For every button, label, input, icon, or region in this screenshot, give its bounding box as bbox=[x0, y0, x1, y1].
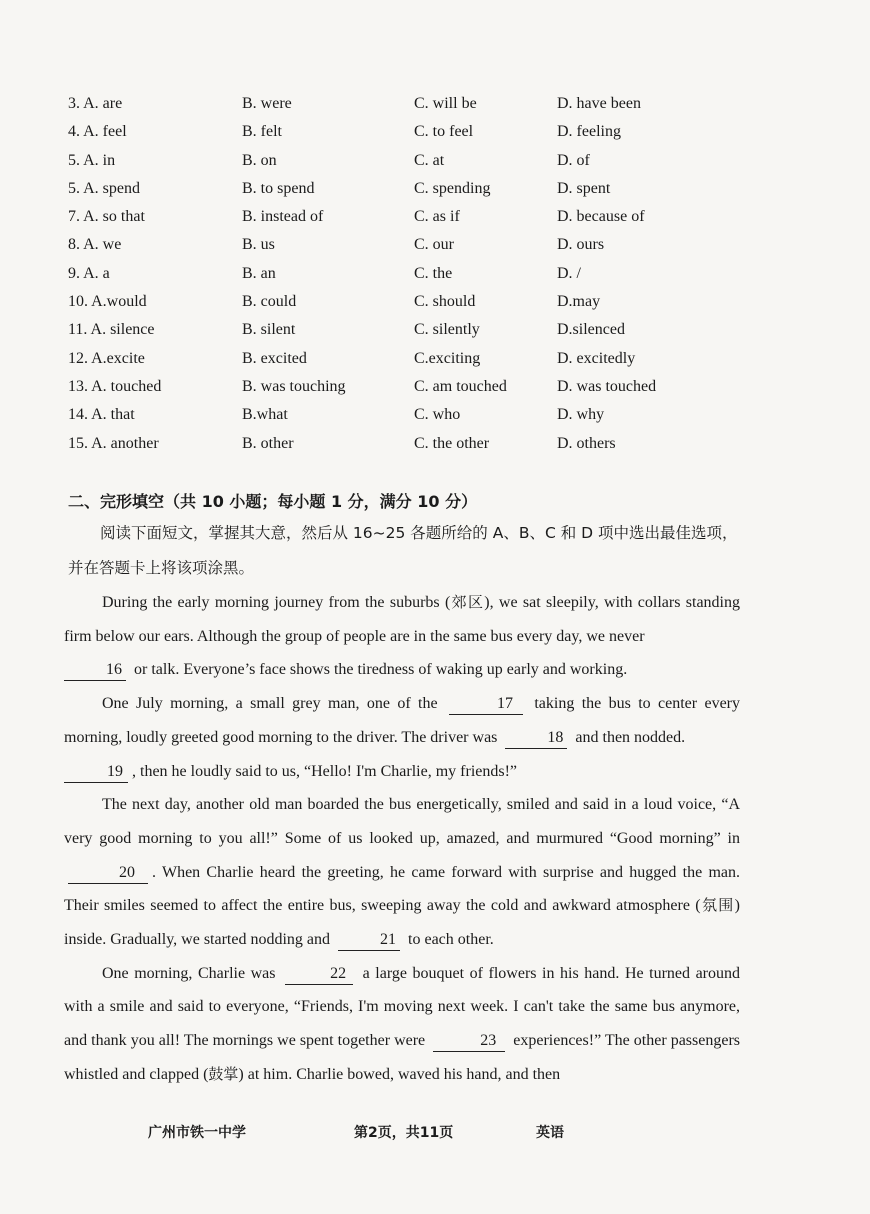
option-b: B.what bbox=[242, 406, 288, 424]
option-b: B. was touching bbox=[242, 377, 346, 395]
text: ) at him. Charlie bowed, waved his hand, and then bbox=[238, 1065, 561, 1083]
option-a: 3. A. are bbox=[68, 95, 123, 112]
option-a: 13. A. touched bbox=[68, 377, 162, 395]
chinese-gloss: 鼓掌 bbox=[208, 1064, 239, 1083]
option-a: 15. A. another bbox=[68, 434, 159, 452]
option-c: C. am touched bbox=[414, 377, 507, 395]
paragraph-3 bbox=[64, 788, 740, 957]
paragraph-1 bbox=[64, 586, 740, 687]
paragraph-2 bbox=[64, 687, 740, 788]
option-a: 11. A. silence bbox=[68, 321, 155, 339]
option-row bbox=[68, 401, 768, 429]
option-d: D. excitedly bbox=[557, 349, 636, 367]
text: or talk. Everyone’s face shows the tiredness of waking up early and working. bbox=[134, 661, 628, 679]
option-c: C. our bbox=[414, 236, 454, 254]
option-d: D. / bbox=[557, 264, 581, 282]
option-row bbox=[68, 147, 768, 175]
cloze-passage bbox=[64, 586, 740, 1092]
text: ), we sat sleepily, with collars standing firm below our ears. Although the group of people are in the same bus every day, we never bbox=[64, 594, 740, 645]
option-a: 10. A.would bbox=[68, 293, 147, 311]
option-row bbox=[68, 90, 768, 118]
option-d: D.may bbox=[557, 293, 601, 311]
text: to each other. bbox=[408, 931, 494, 949]
option-row bbox=[68, 118, 768, 146]
footer-school: 广州市铁一中学 bbox=[148, 1125, 246, 1141]
text: experiences!” The other passengers whistled and clapped ( bbox=[64, 1032, 741, 1083]
option-row bbox=[68, 373, 768, 401]
blank-22: 22 bbox=[285, 964, 353, 985]
option-d: D. because of bbox=[557, 208, 645, 226]
section-title: 二、完形填空（共 10 小题；每小题 1 分，满分 10 分） bbox=[68, 492, 478, 511]
option-d: D. was touched bbox=[557, 377, 657, 395]
option-b: B. felt bbox=[242, 123, 282, 141]
option-row bbox=[68, 231, 768, 259]
option-row bbox=[68, 430, 768, 458]
blank-18: 18 bbox=[505, 728, 567, 749]
blank-19: 19 bbox=[64, 762, 128, 783]
option-d: D. why bbox=[557, 406, 605, 424]
option-a: 7. A. so that bbox=[68, 208, 145, 226]
option-c: C. at bbox=[414, 151, 445, 169]
option-b: B. instead of bbox=[242, 208, 324, 226]
option-d: D. others bbox=[557, 434, 616, 452]
option-d: D. ours bbox=[557, 236, 605, 254]
text: During the early morning journey from the suburbs ( bbox=[102, 594, 451, 611]
option-a: 5. A. in bbox=[68, 151, 116, 169]
option-row bbox=[68, 175, 768, 203]
chinese-gloss: 郊区 bbox=[450, 593, 485, 611]
options-table bbox=[68, 90, 768, 458]
blank-21: 21 bbox=[338, 930, 400, 951]
option-b: B. an bbox=[242, 264, 276, 282]
option-b: B. could bbox=[242, 293, 297, 311]
option-b: B. on bbox=[242, 151, 277, 169]
option-d: D. feeling bbox=[557, 123, 621, 141]
option-c: C. spending bbox=[414, 179, 491, 197]
option-c: C. to feel bbox=[414, 123, 474, 141]
blank-17: 17 bbox=[449, 694, 523, 715]
text: The next day, another old man boarded the bus energetically, smiled and said in a loud voice, “A very good morning to you all!” Some of us looked up, amazed, and murmured “Good morning” in bbox=[64, 796, 740, 847]
option-d: D.silenced bbox=[557, 321, 625, 339]
option-row bbox=[68, 260, 768, 288]
option-c: C. will be bbox=[414, 95, 477, 112]
option-c: C. the other bbox=[414, 434, 490, 452]
option-b: B. were bbox=[242, 95, 292, 112]
option-b: B. excited bbox=[242, 349, 307, 367]
footer-page-number: 第2页，共11页 bbox=[354, 1125, 454, 1141]
text: and then nodded. bbox=[575, 728, 686, 746]
option-c: C. should bbox=[414, 293, 476, 311]
text: , then he loudly said to us, “Hello! I'm Charlie, my friends!” bbox=[132, 762, 518, 780]
text: taking the bus to center every morning, loudly greeted good morning to the driver. The driver was bbox=[64, 695, 741, 746]
text: One July morning, a small grey man, one of the bbox=[102, 695, 438, 713]
option-a: 4. A. feel bbox=[68, 123, 127, 141]
text: . When Charlie heard the greeting, he came forward with surprise and hugged the man. Their smiles seemed to affect the entire bus, sweeping away the cold and awkward atmosphere ( bbox=[64, 863, 740, 915]
option-b: B. us bbox=[242, 236, 275, 254]
text: a large bouquet of flowers in his hand. He turned around with a smile and said to everyone, “Friends, I'm moving next week. I can't take the same bus anymore, and thank you all! The mornings we spent together were bbox=[64, 964, 741, 1050]
option-a: 14. A. that bbox=[68, 406, 135, 424]
option-a: 8. A. we bbox=[68, 236, 122, 254]
option-d: D. have been bbox=[557, 95, 641, 112]
option-a: 9. A. a bbox=[68, 264, 110, 282]
option-c: C. who bbox=[414, 406, 461, 424]
option-a: 12. A.excite bbox=[68, 349, 145, 367]
option-d: D. of bbox=[557, 151, 590, 169]
paragraph-4 bbox=[64, 957, 740, 1092]
option-d: D. spent bbox=[557, 179, 611, 197]
option-row bbox=[68, 345, 768, 373]
option-c: C.exciting bbox=[414, 349, 481, 367]
blank-20: 20 bbox=[68, 863, 148, 884]
option-c: C. silently bbox=[414, 321, 480, 339]
chinese-gloss: 氛围 bbox=[700, 896, 735, 915]
option-b: B. other bbox=[242, 434, 294, 452]
instruction-line-2: 并在答题卡上将该项涂黑。 bbox=[68, 559, 255, 577]
text: One morning, Charlie was bbox=[102, 964, 276, 982]
blank-23: 23 bbox=[433, 1031, 505, 1052]
text: ) inside. Gradually, we started nodding and bbox=[64, 897, 740, 949]
option-a: 5. A. spend bbox=[68, 179, 140, 197]
option-c: C. as if bbox=[414, 208, 460, 226]
option-row bbox=[68, 288, 768, 316]
option-b: B. to spend bbox=[242, 179, 315, 197]
blank-16: 16 bbox=[64, 660, 126, 681]
option-b: B. silent bbox=[242, 321, 296, 339]
instruction-line-1: 阅读下面短文，掌握其大意，然后从 16~25 各题所给的 A、B、C 和 D 项中选出最佳选项， bbox=[100, 524, 738, 542]
footer-subject: 英语 bbox=[536, 1125, 564, 1141]
option-row bbox=[68, 203, 768, 231]
option-c: C. the bbox=[414, 264, 453, 282]
option-row bbox=[68, 316, 768, 344]
